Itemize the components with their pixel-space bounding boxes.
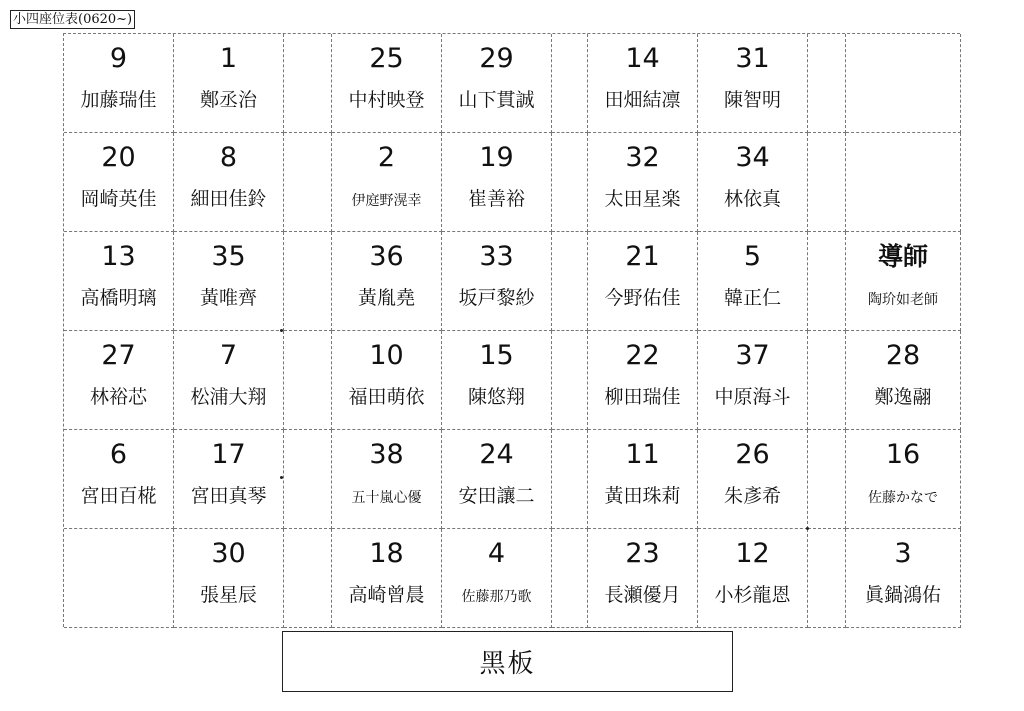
aisle-cell	[552, 34, 588, 133]
student-name: 林裕芯	[89, 386, 147, 408]
seat-number: 36	[369, 241, 404, 272]
seat-number: 3	[894, 538, 912, 569]
seat-cell	[64, 331, 174, 430]
seat-number: 13	[101, 241, 136, 272]
seat-number: 1	[219, 43, 238, 74]
seat-number: 14	[625, 43, 660, 74]
student-name: 福田萌依	[348, 386, 425, 408]
seat-cell	[698, 232, 808, 331]
student-name: 五十嵐心優	[351, 490, 422, 506]
seat-number: 8	[219, 142, 238, 173]
seat-cell	[332, 133, 442, 232]
seat-number: 31	[735, 43, 770, 74]
seat-number: 10	[369, 340, 404, 371]
student-name: 柳田瑞佳	[604, 386, 681, 408]
seat-cell	[442, 232, 552, 331]
seat-number: 15	[479, 340, 514, 371]
seat-number: 38	[369, 439, 404, 470]
aisle-cell	[552, 430, 588, 529]
seat-number: 25	[369, 43, 404, 74]
seat-cell	[174, 430, 284, 529]
student-name: 小杉龍恩	[714, 584, 791, 606]
student-name: 佐藤かなで	[868, 490, 938, 506]
student-name: 陳智明	[723, 89, 781, 111]
seat-number: 32	[625, 142, 660, 173]
seat-cell	[442, 430, 552, 529]
seat-cell	[174, 331, 284, 430]
student-name: 坂戸黎紗	[458, 287, 535, 309]
aisle-cell	[552, 232, 588, 331]
aisle-cell	[808, 232, 846, 331]
seat-cell	[64, 430, 174, 529]
student-name: 今野佑佳	[604, 287, 681, 309]
student-name: 韓正仁	[723, 287, 781, 309]
seat-cell	[332, 430, 442, 529]
seat-number: 21	[625, 241, 660, 272]
seat-number: 27	[101, 340, 136, 371]
seat-number: 18	[369, 538, 404, 569]
student-name: 中村映登	[348, 89, 425, 111]
student-name: 宮田真琴	[190, 485, 267, 507]
teacher-name: 陶玠如老師	[868, 292, 938, 308]
student-name: 高崎曾晨	[348, 584, 425, 606]
aisle-cell	[284, 232, 332, 331]
seat-number: 22	[625, 340, 660, 371]
seat-cell	[174, 529, 284, 628]
seat-number: 20	[101, 142, 136, 173]
seat-number: 11	[625, 439, 660, 470]
seat-number: 4	[487, 538, 506, 569]
seat-cell	[588, 529, 698, 628]
seat-number: 16	[885, 439, 921, 470]
seat-cell	[442, 331, 552, 430]
seat-cell	[332, 529, 442, 628]
seat-number: 29	[479, 43, 514, 74]
seat-number: 6	[109, 439, 128, 470]
seat-cell	[332, 331, 442, 430]
blackboard-label: 黑板	[282, 631, 733, 692]
teacher-label: 導師	[877, 242, 928, 271]
student-name: 山下貫誠	[458, 89, 535, 111]
seat-number: 24	[479, 439, 514, 470]
seat-cell	[442, 133, 552, 232]
aisle-cell	[284, 331, 332, 430]
aisle-cell	[552, 133, 588, 232]
student-name: 黃唯齊	[199, 287, 257, 309]
seat-number: 35	[211, 241, 246, 272]
student-name: 細田佳鈴	[190, 188, 267, 210]
student-name: 松浦大翔	[190, 386, 267, 408]
aisle-cell	[808, 133, 846, 232]
seat-cell	[174, 34, 284, 133]
seat-number: 5	[743, 241, 762, 272]
seat-cell	[846, 133, 961, 232]
seat-cell	[442, 34, 552, 133]
seat-cell	[332, 34, 442, 133]
seating-grid	[63, 33, 960, 627]
student-name: 陳悠翔	[467, 386, 525, 408]
aisle-cell	[808, 34, 846, 133]
student-name: 鄭逸翮	[874, 386, 932, 408]
seat-number: 9	[109, 43, 128, 74]
student-name: 安田讓二	[458, 485, 535, 507]
seat-number: 28	[885, 340, 921, 371]
aisle-cell	[284, 529, 332, 628]
student-name: 宮田百椛	[80, 485, 157, 507]
seat-cell	[588, 331, 698, 430]
seat-cell	[588, 232, 698, 331]
seat-number: 30	[211, 538, 246, 569]
aisle-cell	[808, 529, 846, 628]
student-name: 岡崎英佳	[80, 188, 157, 210]
seat-cell	[64, 133, 174, 232]
aisle-cell	[284, 34, 332, 133]
stray-mark	[806, 527, 809, 530]
seat-cell	[442, 529, 552, 628]
seat-cell	[64, 232, 174, 331]
seat-cell	[698, 430, 808, 529]
stray-mark	[280, 476, 283, 479]
seat-cell	[846, 430, 961, 529]
student-name: 太田星楽	[604, 188, 681, 210]
student-name: 崔善裕	[467, 188, 525, 210]
seat-number: 19	[479, 142, 514, 173]
seat-cell	[846, 529, 961, 628]
seat-cell	[588, 430, 698, 529]
seat-cell	[64, 34, 174, 133]
seat-number: 7	[219, 340, 238, 371]
seat-cell	[588, 34, 698, 133]
seat-number: 33	[479, 241, 514, 272]
student-name: 田畑結凛	[604, 89, 681, 111]
student-name: 鄭丞治	[199, 89, 257, 111]
seat-number: 34	[735, 142, 770, 173]
student-name: 林依真	[723, 188, 781, 210]
teacher-seat	[846, 232, 961, 331]
student-name: 黃田珠莉	[604, 485, 681, 507]
seat-cell	[588, 133, 698, 232]
seat-cell	[64, 529, 174, 628]
student-name: 張星辰	[199, 584, 257, 606]
student-name: 佐藤那乃歌	[461, 589, 532, 605]
seat-number: 2	[377, 142, 396, 173]
seat-cell	[698, 133, 808, 232]
aisle-cell	[808, 430, 846, 529]
stray-mark	[280, 329, 283, 332]
seat-cell	[698, 34, 808, 133]
seat-cell	[698, 331, 808, 430]
seat-number: 37	[735, 340, 770, 371]
student-name: 黃胤堯	[357, 287, 415, 309]
aisle-cell	[552, 529, 588, 628]
seat-number: 26	[735, 439, 770, 470]
student-name: 朱彥希	[723, 485, 781, 507]
student-name: 眞鍋鴻佑	[864, 584, 941, 606]
seat-cell	[174, 133, 284, 232]
aisle-cell	[284, 430, 332, 529]
student-name: 長瀬優月	[604, 584, 681, 606]
seat-cell	[332, 232, 442, 331]
student-name: 高橋明璃	[80, 287, 157, 309]
seat-cell	[174, 232, 284, 331]
seat-number: 12	[735, 538, 770, 569]
aisle-cell	[808, 331, 846, 430]
seat-cell	[846, 331, 961, 430]
aisle-cell	[552, 331, 588, 430]
seat-cell	[698, 529, 808, 628]
seat-cell	[846, 34, 961, 133]
seat-number: 17	[211, 439, 246, 470]
page-title: 小四座位表(0620~)	[10, 10, 135, 29]
student-name: 加藤瑞佳	[80, 89, 157, 111]
student-name: 伊庭野滉幸	[351, 193, 422, 209]
aisle-cell	[284, 133, 332, 232]
seat-number: 23	[625, 538, 660, 569]
student-name: 中原海斗	[714, 386, 791, 408]
